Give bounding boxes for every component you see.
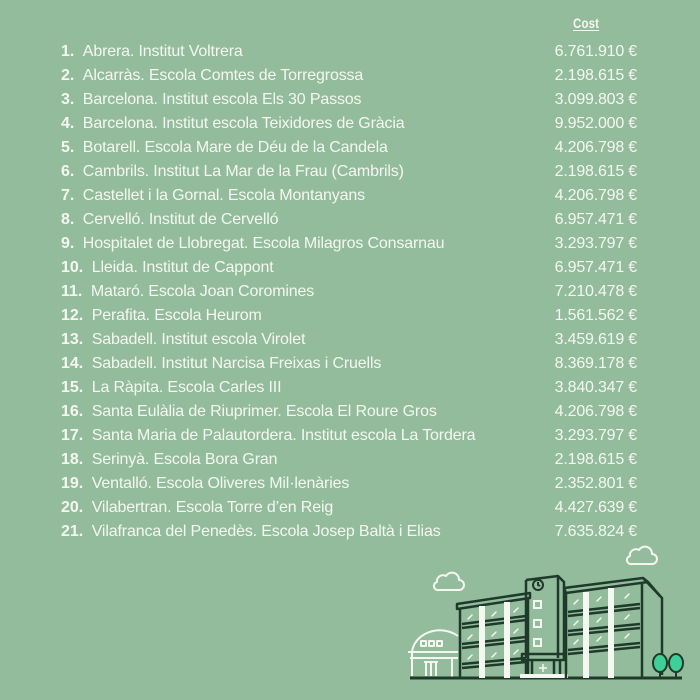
school-name: Santa Eulàlia de Riuprimer. Escola El Roure Gros [91, 403, 437, 420]
item-number: 18. [61, 451, 84, 468]
school-name: Lleida. Institut de Cappont [91, 259, 274, 276]
item-number: 20. [61, 499, 84, 516]
school-cost: 6.957.471 € [554, 259, 637, 276]
school-name: Abrera. Institut Voltrera [82, 43, 243, 60]
item-number: 1. [61, 43, 75, 60]
list-item [61, 280, 641, 304]
school-name: Mataró. Escola Joan Coromines [90, 283, 315, 300]
item-number: 5. [61, 139, 75, 156]
list-item [61, 256, 641, 280]
school-cost: 4.206.798 € [554, 139, 637, 156]
item-number: 9. [61, 235, 75, 252]
list-item [61, 328, 641, 352]
school-cost: 3.099.803 € [554, 91, 637, 108]
list-item [61, 472, 641, 496]
school-name: Barcelona. Institut escola Els 30 Passos [82, 91, 362, 108]
school-cost: 3.840.347 € [554, 379, 637, 396]
school-cost: 4.206.798 € [554, 187, 637, 204]
school-cost: 7.635.824 € [554, 523, 637, 540]
school-name: Vilabertran. Escola Torre d’en Reig [91, 499, 334, 516]
school-name: Perafita. Escola Heurom [91, 307, 262, 324]
item-number: 13. [61, 331, 84, 348]
school-name: Castellet i la Gornal. Escola Montanyans [82, 187, 365, 204]
school-name: Alcarràs. Escola Comtes de Torregrossa [82, 67, 364, 84]
school-name: Sabadell. Institut escola Virolet [91, 331, 306, 348]
cloud-icon [434, 573, 464, 591]
school-name: Cervelló. Institut de Cervelló [82, 211, 279, 228]
school-name: Botarell. Escola Mare de Déu de la Candela [82, 139, 388, 156]
school-name: Serinyà. Escola Bora Gran [91, 451, 278, 468]
item-number: 14. [61, 355, 84, 372]
school-cost: 2.198.615 € [554, 163, 637, 180]
list-item [61, 400, 641, 424]
tree-icon [669, 654, 683, 678]
school-name: Cambrils. Institut La Mar de la Frau (Cambrils) [82, 163, 404, 180]
item-number: 16. [61, 403, 84, 420]
item-number: 4. [61, 115, 75, 132]
list-item [61, 424, 641, 448]
list-item [61, 496, 641, 520]
tree-icon [653, 634, 669, 678]
item-number: 19. [61, 475, 84, 492]
school-cost: 4.427.639 € [554, 499, 637, 516]
list-item [61, 160, 641, 184]
school-name: Vilafranca del Penedès. Escola Josep Baltà i Elias [91, 523, 441, 540]
item-number: 17. [61, 427, 84, 444]
item-number: 3. [61, 91, 75, 108]
school-name: Barcelona. Institut escola Teixidores de Gràcia [82, 115, 405, 132]
item-number: 8. [61, 211, 75, 228]
list-item [61, 184, 641, 208]
school-cost: 4.206.798 € [554, 403, 637, 420]
school-cost: 1.561.562 € [554, 307, 637, 324]
item-number: 10. [61, 259, 84, 276]
school-cost: 9.952.000 € [554, 115, 637, 132]
item-number: 21. [61, 523, 84, 540]
item-number: 11. [61, 283, 83, 300]
item-number: 2. [61, 67, 75, 84]
list-item [61, 376, 641, 400]
school-cost: 6.761.910 € [554, 43, 637, 60]
list-item [61, 448, 641, 472]
school-cost: 8.369.178 € [554, 355, 637, 372]
list-item [61, 208, 641, 232]
school-cost: 3.293.797 € [554, 427, 637, 444]
observatory-icon [408, 630, 458, 678]
school-cost: 3.459.619 € [554, 331, 637, 348]
clock-tower [526, 576, 564, 658]
item-number: 15. [61, 379, 84, 396]
clock-icon [533, 580, 543, 590]
school-building-illustration [400, 540, 700, 700]
school-cost: 7.210.478 € [554, 283, 637, 300]
list-item [61, 232, 641, 256]
item-number: 12. [61, 307, 84, 324]
school-cost: 2.198.615 € [554, 451, 637, 468]
list-item [61, 304, 641, 328]
school-cost: 2.198.615 € [554, 67, 637, 84]
school-name: Ventalló. Escola Oliveres Mil·lenàries [91, 475, 350, 492]
list-item [61, 136, 641, 160]
school-cost: 2.352.801 € [554, 475, 637, 492]
list-item [61, 352, 641, 376]
list-item [61, 112, 641, 136]
cloud-icon [627, 547, 657, 565]
list-item [61, 64, 641, 88]
school-cost-list [61, 40, 641, 544]
item-number: 7. [61, 187, 75, 204]
item-number: 6. [61, 163, 75, 180]
school-name: Santa Maria de Palautordera. Institut escola La Tordera [91, 427, 476, 444]
school-name: Sabadell. Institut Narcisa Freixas i Cruells [91, 355, 382, 372]
cost-column-header: Cost [573, 15, 600, 31]
school-cost: 6.957.471 € [554, 211, 637, 228]
school-name: La Ràpita. Escola Carles III [91, 379, 282, 396]
list-item [61, 40, 641, 64]
school-cost: 3.293.797 € [554, 235, 637, 252]
school-name: Hospitalet de Llobregat. Escola Milagros Consarnau [82, 235, 445, 252]
list-item [61, 88, 641, 112]
